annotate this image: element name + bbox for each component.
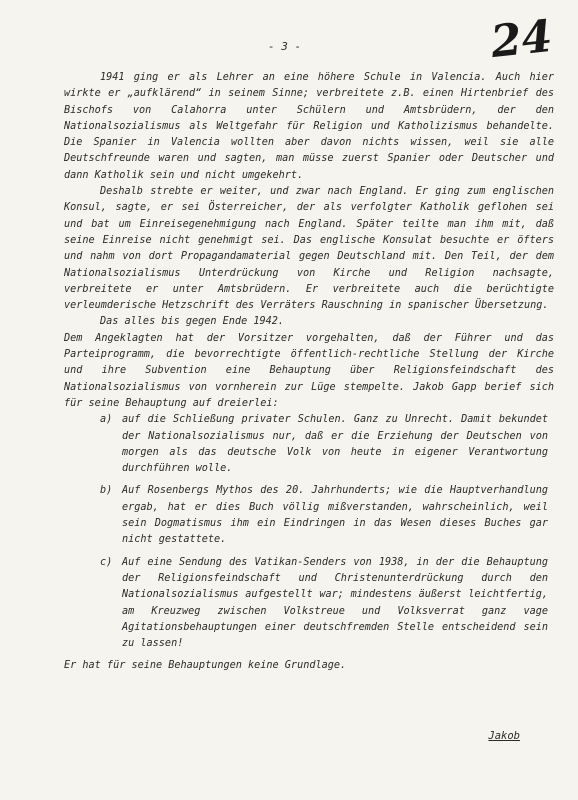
list-item-text: auf die Schließung privater Schulen. Ganz zu Unrecht. Damit bekundet der Nationalsozialismus nur, daß er die Erziehung der Deutschen von morgen als das deutsche Volk von heute in eigener Verantwortung durchführen wolle. (122, 414, 548, 475)
list-item-text: Auf Rosenbergs Mythos des 20. Jahrhunderts; wie die Hauptverhandlung ergab, hat er dies Buch völlig mißverstanden, wahrscheinlich, weil sein Dogmatismus ihm ein Eindringen in das Wesen dieses Buches gar nicht gestattete. (122, 485, 548, 546)
handwritten-page-number: 24 (488, 10, 555, 69)
list-marker: c) (100, 556, 113, 568)
page-number: - 3 - (268, 40, 302, 53)
list-item (64, 483, 554, 548)
paragraph-until-1942: Das alles bis gegen Ende 1942. (100, 316, 285, 328)
list-item (64, 412, 554, 477)
claims-list (64, 412, 554, 652)
paragraph-valencia: 1941 ging er als Lehrer an eine höhere Schule in Valencia. Auch hier wirkte er „aufklärend“ in seinem Sinne; verbreitete z.B. einen Hirtenbrief des Bischofs von Calahorra unter Schülern und Amtsbrüdern, der den Nationalsozialismus als Weltgefahr für Religion und Katholizismus behandelte. Die Spanier in Valencia wollten aber davon nichts wissen, weil sie alle Deutschfreunde waren und sagten, man müsse zuerst Spanier oder Deutscher und dann Katholik sein und nicht umgekehrt. (64, 72, 554, 181)
paragraph-england: Deshalb strebte er weiter, und zwar nach England. Er ging zum englischen Konsul, sagte, er sei Österreicher, der als verfolgter Katholik geflohen sei und bat um Einreisegenehmigung nach England. Später teilte man ihm mit, daß seine Einreise nicht genehmigt sei. Das englische Konsulat besuchte er öfters und nahm von dort Propagandamaterial gegen Deutschland mit. Den Teil, der dem Nationalsozialismus Unterdrückung von Kirche und Religion nachsagte, verbreitete er unter Amtsbrüdern. Er verbreitete auch die berüchtigte verleumderische Hetzschrift des Verräters Rauschning in spanischer Übersetzung. (64, 186, 554, 312)
document-body (64, 70, 554, 675)
list-item-text: Auf eine Sendung des Vatikan-Senders von 1938, in der die Behauptung der Religionsfeindschaft und Christenunterdrückung durch den Nationalsozialismus aufgestellt war; mindestens äußerst leichtfertig, am Kreuzweg zwischen Volkstreue und Volksverrat ganz vage Agitationsbehauptungen einer deutschfremden Stelle entscheidend sein zu lassen! (122, 556, 548, 650)
closing-sentence: Er hat für seine Behauptungen keine Grundlage. (64, 660, 347, 672)
list-marker: a) (100, 414, 113, 426)
paragraph-accusation: Dem Angeklagten hat der Vorsitzer vorgehalten, daß der Führer und das Parteiprogramm, die bevorrechtigte öffentlich-rechtliche Stellung der Kirche und ihre Subvention eine Behauptung über Religionsfeindschaft des Nationalsozialismus von vornherein zur Lüge stempelte. Jakob Gapp berief sich für seine Behauptung auf dreierlei: (64, 332, 554, 409)
signature-continuation: Jakob (488, 730, 520, 742)
list-item (64, 555, 554, 653)
list-marker: b) (100, 485, 113, 497)
